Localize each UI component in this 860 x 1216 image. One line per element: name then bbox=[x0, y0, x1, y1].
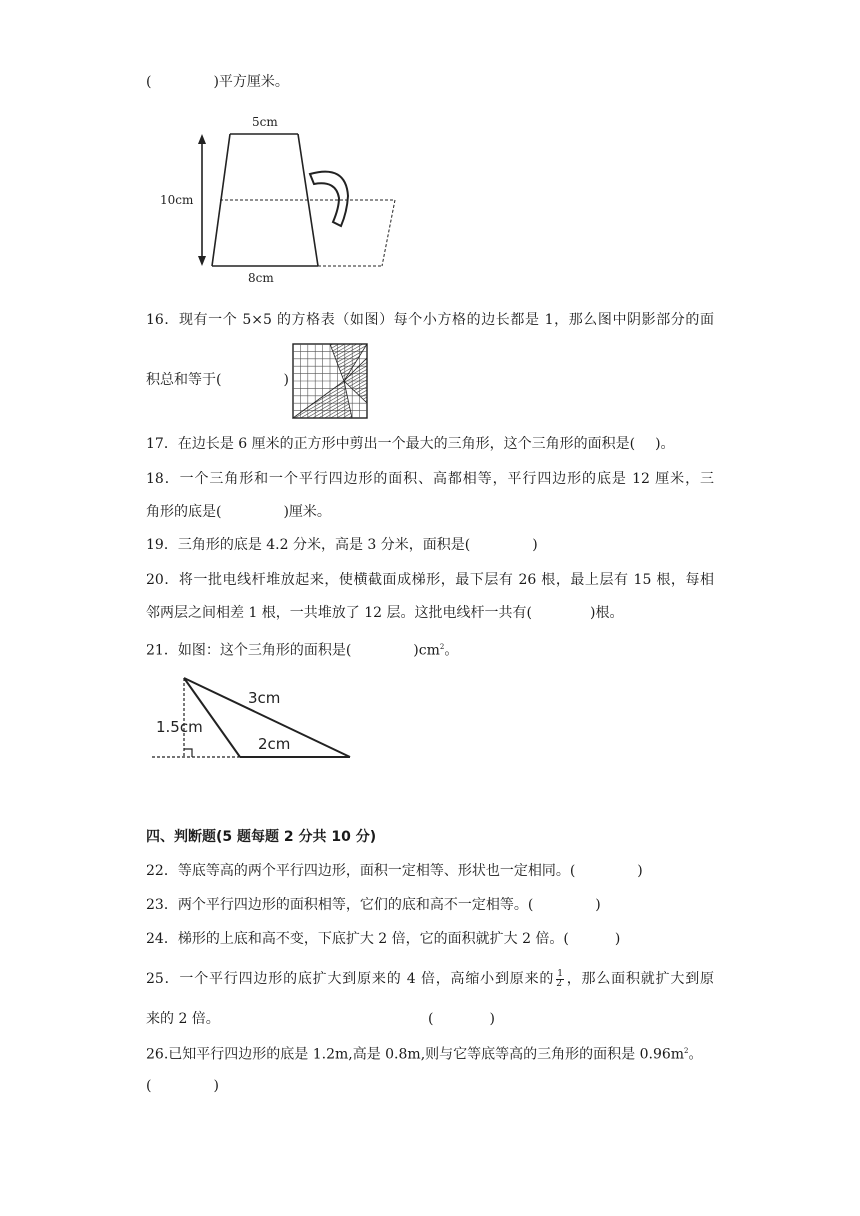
q26-line1 bbox=[146, 1041, 703, 1065]
q19-line bbox=[146, 535, 538, 555]
q25-open: ( bbox=[428, 1011, 434, 1027]
q20-pre: 邻两层之间相差 1 根，一共堆放了 12 层。这批电线杆一共有( bbox=[146, 605, 532, 621]
q16-line1: 16．现有一个 5×5 的方格表（如图）每个小方格的边长都是 1，那么图中阴影部分的面 bbox=[146, 312, 714, 328]
q26-answer bbox=[146, 1076, 219, 1096]
q18-post: )厘米。 bbox=[283, 504, 331, 520]
arrow-up-icon bbox=[198, 134, 206, 144]
q23-pre: 23．两个平行四边形的面积相等，它们的底和高不一定相等。( bbox=[146, 897, 534, 913]
q15-trapezoid-figure bbox=[150, 108, 410, 286]
q21-triangle-figure bbox=[150, 672, 360, 764]
q16-grid-figure bbox=[292, 343, 368, 419]
q25-line2 bbox=[146, 1009, 220, 1029]
right-angle-icon bbox=[184, 749, 192, 757]
q24-post: ) bbox=[614, 931, 621, 947]
arrow-down-icon bbox=[198, 256, 206, 266]
q16-post: ) bbox=[283, 372, 289, 388]
q18-line2 bbox=[146, 502, 331, 522]
q19-pre: 19．三角形的底是 4.2 分米，高是 3 分米，面积是( bbox=[146, 537, 471, 553]
q25-line2-text: 来的 2 倍。 bbox=[146, 1011, 220, 1027]
q25-pre: 25．一个平行四边形的底扩大到原来的 4 倍，高缩小到原来的 bbox=[146, 971, 555, 987]
q21-pre: 21．如图：这个三角形的面积是( bbox=[146, 642, 352, 659]
q26-open: ( bbox=[146, 1078, 152, 1094]
section-title: 四、判断题(5 题每题 2 分共 10 分) bbox=[146, 829, 377, 845]
label-top: 5cm bbox=[252, 115, 278, 129]
q26-close: ) bbox=[213, 1078, 219, 1094]
q26-text: 26.已知平行四边形的底是 1.2m,高是 0.8m,则与它等底等高的三角形的面积是 0.96m bbox=[146, 1046, 685, 1063]
label-bottom: 8cm bbox=[248, 271, 274, 285]
q23-post: ) bbox=[595, 897, 601, 913]
frac-den: 2 bbox=[556, 978, 562, 989]
q16-line2 bbox=[146, 370, 289, 390]
q25-fraction bbox=[556, 970, 564, 989]
q19-post: ) bbox=[532, 537, 538, 553]
q21-end: 。 bbox=[444, 642, 459, 659]
label-hyp: 3cm bbox=[248, 689, 281, 707]
q21-line bbox=[146, 637, 458, 661]
q25-line1 bbox=[146, 969, 714, 989]
q26-end: 。 bbox=[688, 1046, 703, 1063]
q24-pre: 24．梯形的上底和高不变，下底扩大 2 倍，它的面积就扩大 2 倍。( bbox=[146, 931, 569, 947]
q15-answer-line bbox=[146, 72, 289, 92]
q16-pre: 积总和等于( bbox=[146, 372, 222, 388]
q20-post: )根。 bbox=[589, 605, 624, 621]
q22-pre: 22．等底等高的两个平行四边形，面积一定相等、形状也一定相同。( bbox=[146, 863, 576, 879]
q15-close: )平方厘米。 bbox=[213, 74, 289, 90]
q18-line1: 18．一个三角形和一个平行四边形的面积、高都相等，平行四边形的底是 12 厘米，三 bbox=[146, 471, 714, 487]
rotation-arrow-icon bbox=[310, 172, 348, 226]
q21-sup: 2 bbox=[439, 643, 445, 651]
q20-line2 bbox=[146, 603, 623, 623]
frac-num: 1 bbox=[557, 968, 563, 979]
q22-post: ) bbox=[637, 863, 643, 879]
q25-close: ) bbox=[489, 1011, 495, 1027]
q25-post: ，那么面积就扩大到原 bbox=[565, 971, 715, 987]
q18-pre: 角形的底是( bbox=[146, 504, 222, 520]
q17-pre: 17．在边长是 6 厘米的正方形中剪出一个最大的三角形，这个三角形的面积是( bbox=[146, 436, 636, 452]
q21-post: )cm bbox=[413, 642, 440, 659]
label-height: 1.5cm bbox=[156, 718, 203, 736]
label-base: 2cm bbox=[258, 735, 291, 753]
q22-line bbox=[146, 861, 643, 881]
q24-line bbox=[146, 929, 620, 949]
q26-sup: 2 bbox=[684, 1047, 689, 1055]
q17-line bbox=[146, 434, 675, 454]
label-height: 10cm bbox=[160, 193, 194, 207]
rotated-edge bbox=[382, 200, 395, 266]
q17-post: )。 bbox=[655, 436, 675, 452]
q20-line1: 20．将一批电线杆堆放起来，使横截面成梯形，最下层有 26 根，最上层有 15 根，每相 bbox=[146, 572, 714, 588]
q23-line bbox=[146, 895, 601, 915]
q15-open: ( bbox=[146, 74, 152, 90]
q25-answer bbox=[428, 1009, 495, 1029]
